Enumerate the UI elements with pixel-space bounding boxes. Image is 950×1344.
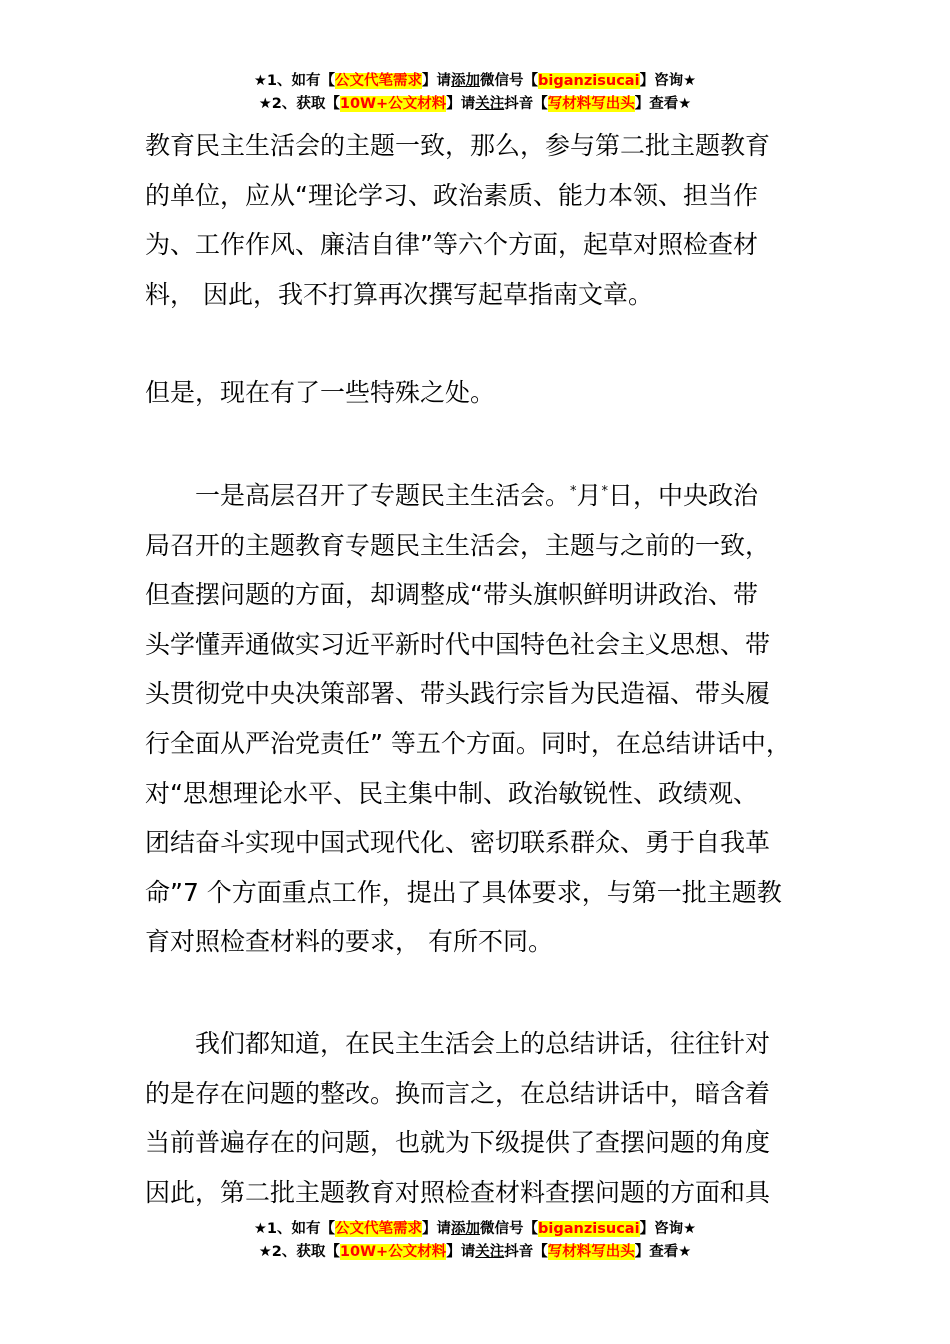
notice-text: 】请 (422, 73, 452, 89)
notice-highlight: 写材料写出头 (547, 1244, 635, 1260)
text-line: 团结奋斗实现中国式现代化、密切联系群众、勇于自我革 (145, 828, 771, 858)
placeholder-mark: * (570, 483, 577, 499)
placeholder-mark: * (601, 483, 609, 499)
text-span: 一是高层召开了专题民主生活会。 (195, 480, 571, 510)
notice-underline: 关注 (475, 96, 505, 112)
notice-highlight: 公文代笔需求 (335, 73, 423, 89)
text-line: 育对照检查材料的要求， 有所不同。 (145, 927, 553, 957)
text-line: 行全面从严治党责任” 等五个方面。同时，在总结讲话中， (145, 728, 791, 758)
notice-text: ★2、获取【 (258, 1244, 340, 1260)
text-line: 料， 因此，我不打算再次撰写起草指南文章。 (145, 279, 653, 309)
notice-text: 】请 (422, 1221, 452, 1237)
text-line: 当前普遍存在的问题，也就为下级提供了查摆问题的角度 (145, 1128, 771, 1158)
header-notice-line-2 (0, 93, 950, 116)
text-line (145, 467, 845, 521)
notice-text: 微信号【 (480, 73, 539, 89)
notice-highlight: 10W+公文材料 (339, 1244, 447, 1260)
header-notice (0, 70, 950, 116)
notice-highlight: biganzisucai (538, 1221, 640, 1237)
notice-underline: 添加 (451, 1221, 481, 1237)
notice-text: 】请 (446, 96, 476, 112)
text-line: 我们都知道，在民主生活会上的总结讲话，往往针对 (195, 1028, 771, 1058)
text-line: 头学懂弄通做实习近平新时代中国特色社会主义思想、带 (145, 629, 771, 659)
notice-text: 】请 (446, 1244, 476, 1260)
text-line: 但查摆问题的方面，却调整成“带头旗帜鲜明讲政治、带 (145, 580, 758, 610)
paragraph-1 (145, 121, 845, 319)
paragraph-2 (145, 368, 845, 418)
text-line: 因此，第二批主题教育对照检查材料查摆问题的方面和具 (145, 1177, 771, 1207)
text-span: 月 (576, 480, 602, 510)
notice-underline: 添加 (451, 73, 481, 89)
notice-text: 】查看★ (634, 96, 692, 112)
document-body (145, 121, 845, 1217)
notice-text: 微信号【 (480, 1221, 539, 1237)
notice-text: 抖音【 (504, 96, 548, 112)
footer-notice-line-1 (0, 1218, 950, 1241)
notice-highlight: 公文代笔需求 (335, 1221, 423, 1237)
text-line: 的单位，应从“理论学习、政治素质、能力本领、担当作 (145, 180, 758, 210)
text-span: 日，中央政治 (608, 480, 759, 510)
text-line: 局召开的主题教育专题民主生活会，主题与之前的一致， (145, 530, 771, 560)
text-line: 的是存在问题的整改。换而言之，在总结讲话中，暗含着 (145, 1078, 771, 1108)
notice-highlight: 写材料写出头 (547, 96, 635, 112)
text-line: 但是，现在有了一些特殊之处。 (145, 378, 496, 408)
notice-text: 抖音【 (504, 1244, 548, 1260)
notice-text: 】咨询★ (639, 73, 697, 89)
text-line: 对“思想理论水平、民主集中制、政治敏锐性、政绩观、 (145, 778, 758, 808)
header-notice-line-1 (0, 70, 950, 93)
notice-text: 】咨询★ (639, 1221, 697, 1237)
footer-notice (0, 1218, 950, 1264)
notice-highlight: biganzisucai (538, 73, 640, 89)
notice-text: ★1、如有【 (253, 73, 336, 89)
notice-text: 】查看★ (634, 1244, 692, 1260)
text-line: 头贯彻党中央决策部署、带头践行宗旨为民造福、带头履 (145, 679, 771, 709)
notice-highlight: 10W+公文材料 (339, 96, 447, 112)
text-line: 命”7 个方面重点工作，提出了具体要求，与第一批主题教 (145, 877, 782, 907)
notice-underline: 关注 (475, 1244, 505, 1260)
text-line: 为、工作作风、廉洁自律”等六个方面，起草对照检查材 (145, 230, 758, 260)
footer-notice-line-2 (0, 1241, 950, 1264)
paragraph-4 (145, 1019, 845, 1217)
paragraph-3 (145, 467, 845, 967)
text-line: 教育民主生活会的主题一致，那么，参与第二批主题教育 (145, 131, 771, 160)
notice-text: ★1、如有【 (253, 1221, 336, 1237)
notice-text: ★2、获取【 (258, 96, 340, 112)
